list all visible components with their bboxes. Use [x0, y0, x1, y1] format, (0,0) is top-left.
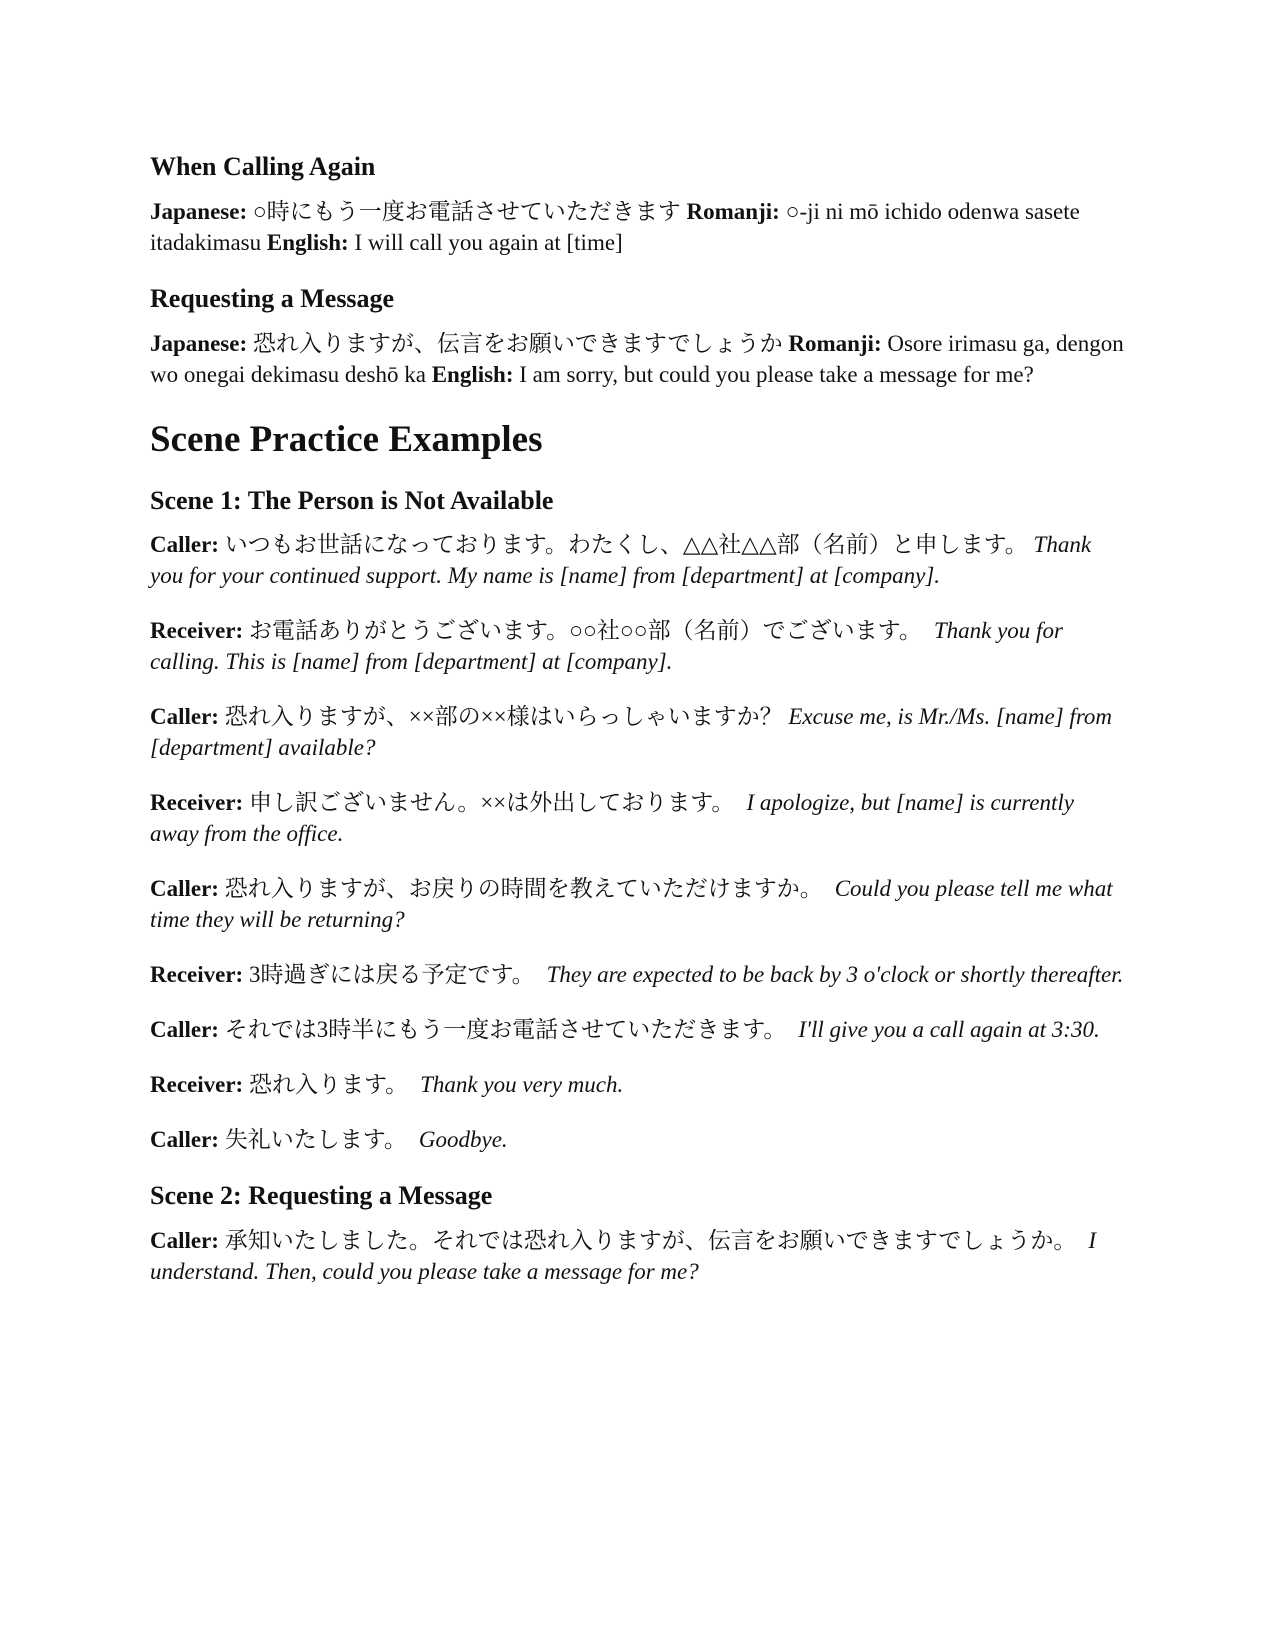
speaker-label: Caller:	[150, 876, 219, 902]
japanese-line: 恐れ入りますが、××部の××様はいらっしゃいますか？	[224, 704, 783, 730]
dialogue-line	[150, 1124, 1125, 1155]
japanese-line: それでは3時半にもう一度お電話させていただきます。	[224, 1017, 787, 1043]
speaker-label: Receiver:	[150, 618, 244, 644]
phrase-when-calling-again	[150, 196, 1125, 258]
romanji-label: Romanji:	[686, 198, 780, 224]
phrase-heading-when-calling-again: When Calling Again	[150, 152, 376, 181]
dialogue-line	[150, 615, 1125, 677]
english-translation: Thank you very much.	[420, 1072, 624, 1098]
dialogue-line	[150, 959, 1125, 990]
english-translation: They are expected to be back by 3 o'clock or shortly thereafter.	[546, 962, 1124, 988]
japanese-line: いつもお世話になっております。わたくし、△△社△△部（名前）と申します。	[224, 532, 1028, 558]
japanese-line: 承知いたしました。それでは恐れ入りますが、伝言をお願いできますでしょうか。	[224, 1228, 1077, 1254]
japanese-line: 失礼いたします。	[224, 1127, 407, 1153]
document-page	[150, 130, 1125, 1311]
romanji-label: Romanji:	[788, 330, 882, 356]
phrase-requesting-message	[150, 328, 1125, 390]
speaker-label: Caller:	[150, 704, 219, 730]
dialogue-line	[150, 787, 1125, 849]
dialogue-line	[150, 1069, 1125, 1100]
english-translation: I'll give you a call again at 3:30.	[798, 1017, 1100, 1043]
dialogue-line	[150, 529, 1125, 591]
speaker-label: Caller:	[150, 1228, 219, 1254]
japanese-line: 申し訳ございません。××は外出しております。	[248, 790, 735, 816]
japanese-text: ○時にもう一度お電話させていただきます	[252, 198, 681, 224]
english-translation: Thank you for your continued support. My name is [name] from [department] at [company].	[150, 532, 1092, 589]
english-label: English:	[431, 361, 514, 387]
english-label: English:	[266, 229, 349, 255]
english-translation: Thank you for calling. This is [name] from [department] at [company].	[150, 618, 1063, 675]
romanji-text: Osore irimasu ga, dengon wo onegai dekimasu deshō ka	[150, 330, 1124, 387]
romanji-text: ○-ji ni mō ichido odenwa sasete itadakimasu	[150, 198, 1080, 255]
english-translation: Goodbye.	[418, 1127, 508, 1153]
dialogue-line	[150, 1014, 1125, 1045]
english-translation: I apologize, but [name] is currently away from the office.	[150, 790, 1074, 847]
japanese-line: 恐れ入ります。	[248, 1072, 409, 1098]
japanese-label: Japanese:	[150, 330, 248, 356]
english-text: I will call you again at [time]	[354, 229, 623, 255]
dialogue-line	[150, 873, 1125, 935]
dialogue-line	[150, 701, 1125, 763]
speaker-label: Receiver:	[150, 1072, 244, 1098]
speaker-label: Caller:	[150, 532, 219, 558]
english-translation: Could you please tell me what time they will be returning?	[150, 876, 1113, 933]
japanese-label: Japanese:	[150, 198, 248, 224]
english-translation: I understand. Then, could you please take a message for me?	[150, 1228, 1097, 1285]
speaker-label: Caller:	[150, 1017, 219, 1043]
section-title: Scene Practice Examples	[150, 418, 543, 460]
speaker-label: Receiver:	[150, 962, 244, 988]
dialogue-line	[150, 1225, 1125, 1287]
japanese-text: 恐れ入りますが、伝言をお願いできますでしょうか	[252, 330, 783, 356]
speaker-label: Caller:	[150, 1127, 219, 1153]
speaker-label: Receiver:	[150, 790, 244, 816]
scene-2-title: Scene 2: Requesting a Message	[150, 1181, 493, 1211]
scene-1-title: Scene 1: The Person is Not Available	[150, 485, 554, 515]
japanese-line: 恐れ入りますが、お戻りの時間を教えていただけますか。	[224, 876, 823, 902]
japanese-line: お電話ありがとうございます。○○社○○部（名前）でございます。	[248, 618, 922, 644]
english-translation: Excuse me, is Mr./Ms. [name] from [department] available?	[150, 704, 1113, 761]
english-text: I am sorry, but could you please take a message for me?	[519, 361, 1034, 387]
japanese-line: 3時過ぎには戻る予定です。	[248, 962, 535, 988]
phrase-heading-requesting-message: Requesting a Message	[150, 283, 395, 313]
